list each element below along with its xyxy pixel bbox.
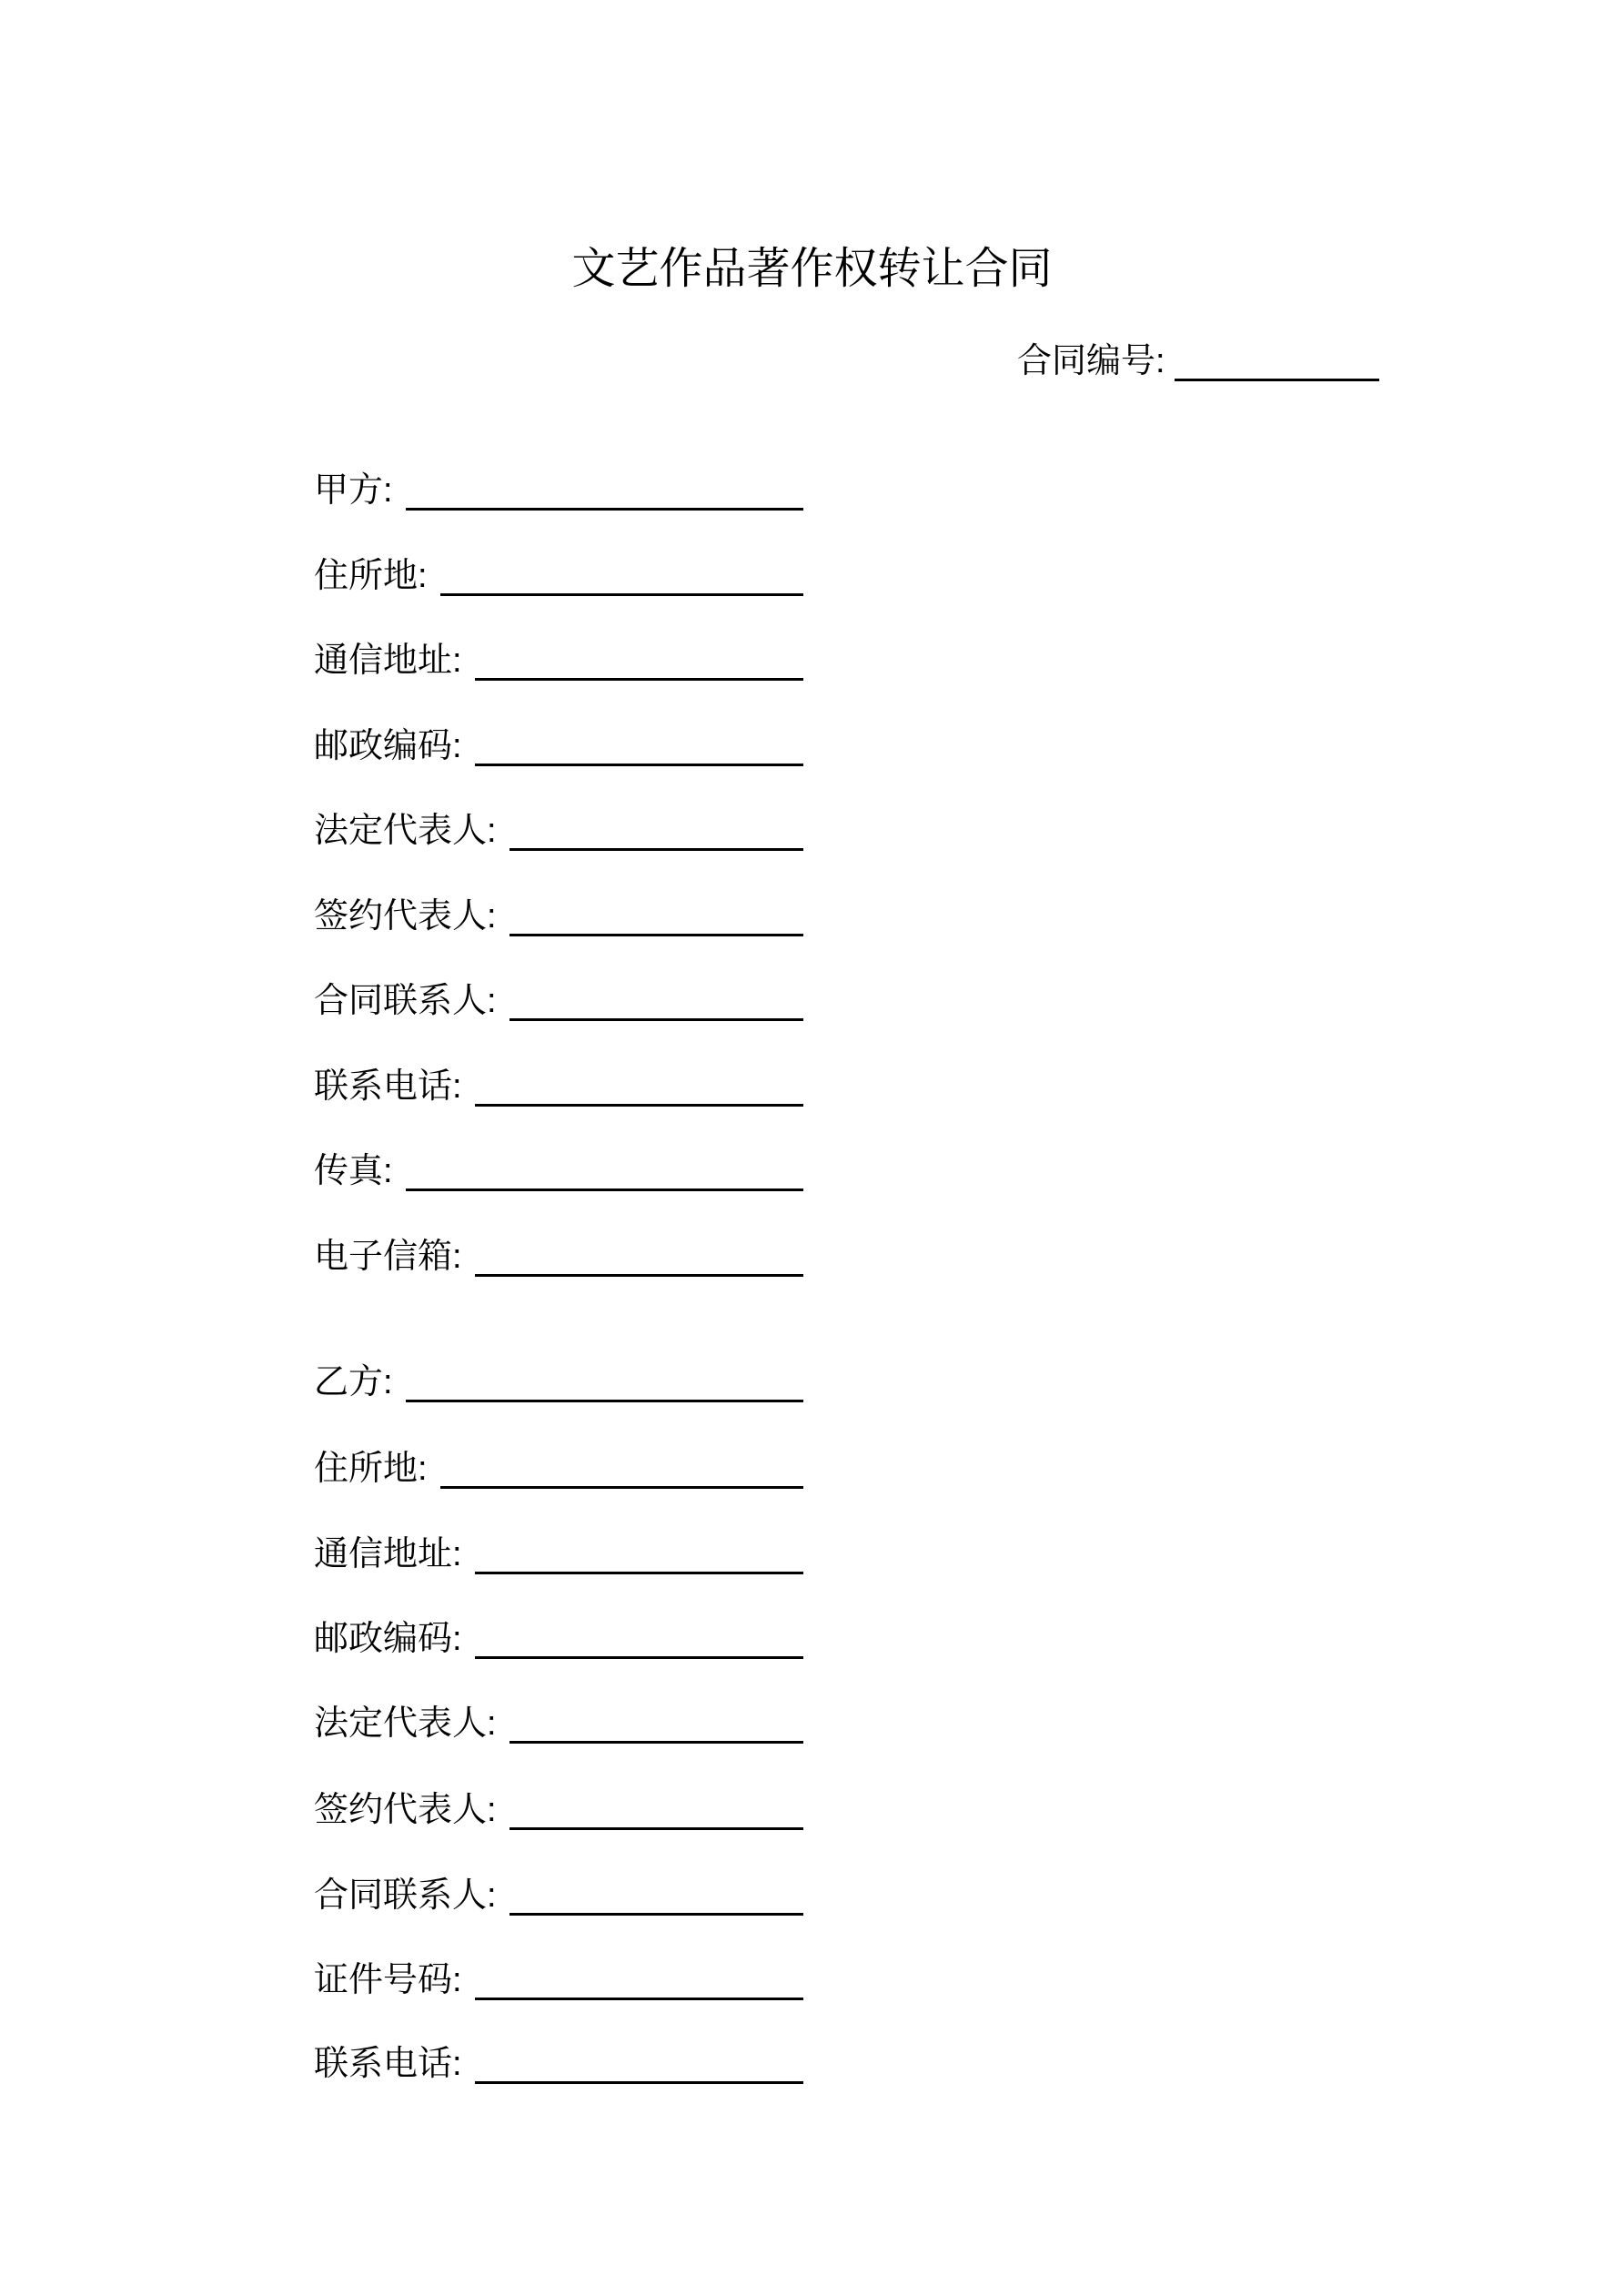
field-label: 传真:: [314, 1152, 393, 1190]
field-label: 通信地址:: [314, 1535, 462, 1573]
party-b-field-row-8: [314, 2042, 803, 2084]
field-label: 乙方:: [314, 1363, 393, 1401]
party-a-field-row-6: [314, 979, 803, 1021]
party-a-field-row-3: [314, 724, 803, 766]
field-label: 证件号码:: [314, 1961, 462, 1999]
party-a-field-row-8: [314, 1149, 803, 1191]
field-label: 住所地:: [314, 557, 428, 595]
party-a-field-row-7: [314, 1065, 803, 1107]
field-label: 电子信箱:: [314, 1238, 462, 1276]
field-blank-line[interactable]: [406, 469, 803, 511]
field-label: 联系电话:: [314, 1067, 462, 1106]
party-a-field-row-0: [314, 469, 803, 511]
field-blank-line[interactable]: [509, 895, 803, 936]
field-label: 法定代表人:: [314, 1704, 497, 1743]
party-b-field-row-6: [314, 1874, 803, 1916]
field-label: 通信地址:: [314, 642, 462, 680]
field-label: 甲方:: [314, 471, 393, 510]
field-blank-line[interactable]: [509, 809, 803, 851]
field-label: 住所地:: [314, 1450, 428, 1488]
document-title: 文艺作品著作权转让合同: [571, 245, 1053, 293]
field-label: 法定代表人:: [314, 812, 497, 850]
field-blank-line[interactable]: [475, 1617, 803, 1659]
field-blank-line[interactable]: [475, 724, 803, 766]
field-label: 邮政编码:: [314, 727, 462, 765]
field-blank-line[interactable]: [475, 1532, 803, 1574]
party-b-field-row-4: [314, 1702, 803, 1744]
field-blank-line[interactable]: [406, 1360, 803, 1402]
party-b-field-row-3: [314, 1617, 803, 1659]
field-blank-line[interactable]: [440, 554, 803, 596]
party-a-field-row-4: [314, 809, 803, 851]
field-label: 合同联系人:: [314, 1876, 497, 1915]
field-blank-line[interactable]: [509, 1874, 803, 1916]
party-a-field-row-9: [314, 1235, 803, 1277]
contract-number-blank-line[interactable]: [1175, 339, 1379, 381]
party-a-field-row-5: [314, 895, 803, 936]
field-blank-line[interactable]: [440, 1447, 803, 1489]
party-b-field-row-7: [314, 1958, 803, 2000]
field-blank-line[interactable]: [475, 1958, 803, 2000]
field-blank-line[interactable]: [509, 1702, 803, 1744]
contract-number-label: 合同编号:: [1017, 342, 1165, 380]
field-label: 合同联系人:: [314, 982, 497, 1020]
field-label: 邮政编码:: [314, 1620, 462, 1658]
field-blank-line[interactable]: [475, 2042, 803, 2084]
party-b-field-row-1: [314, 1447, 803, 1489]
party-a-field-row-2: [314, 639, 803, 681]
field-blank-line[interactable]: [509, 979, 803, 1021]
party-b-field-row-0: [314, 1360, 803, 1402]
field-blank-line[interactable]: [406, 1149, 803, 1191]
field-label: 签约代表人:: [314, 897, 497, 936]
field-label: 签约代表人:: [314, 1791, 497, 1829]
party-a-field-row-1: [314, 554, 803, 596]
field-label: 联系电话:: [314, 2045, 462, 2083]
field-blank-line[interactable]: [475, 1235, 803, 1277]
field-blank-line[interactable]: [509, 1788, 803, 1830]
field-blank-line[interactable]: [475, 639, 803, 681]
party-b-field-row-2: [314, 1532, 803, 1574]
party-b-field-row-5: [314, 1788, 803, 1830]
contract-number-row: [1017, 339, 1379, 381]
field-blank-line[interactable]: [475, 1065, 803, 1107]
